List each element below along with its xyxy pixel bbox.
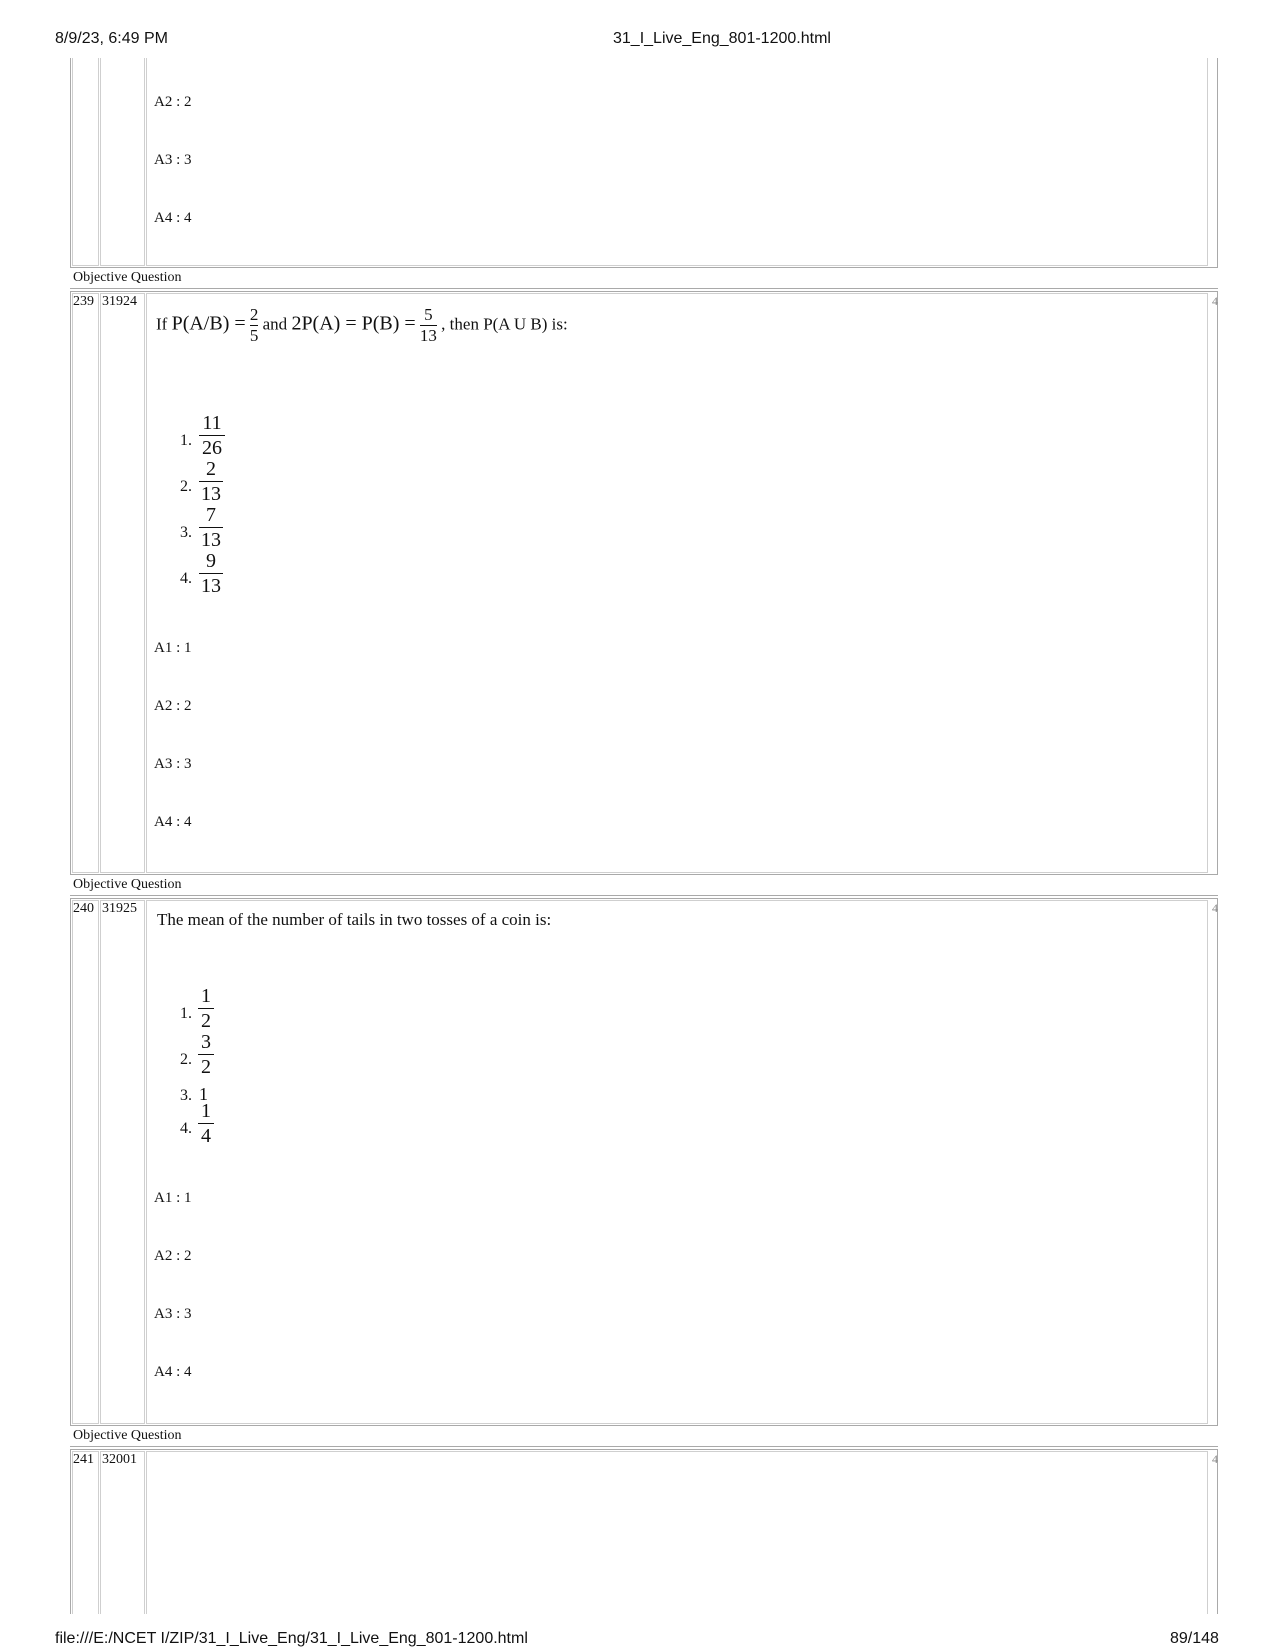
edge-mark: 4 [1212,1452,1218,1466]
choice-fraction: 3 2 [198,1031,214,1078]
print-page-number: 89/148 [1170,1630,1219,1647]
serial-number: 240 [73,901,94,916]
serial-number: 239 [73,294,94,309]
answer-option: A1 : 1 [154,1190,192,1206]
edge-mark: 4 [1212,294,1218,308]
qid-cell [100,900,145,1424]
section-label: Objective Question [73,1428,182,1443]
question-content-box [146,900,1208,1424]
sno-cell [72,1451,99,1614]
choice-number: 4. [180,1120,192,1137]
choice-number: 2. [180,478,192,495]
print-file-path: file:///E:/NCET I/ZIP/31_I_Live_Eng/31_I_Live_Eng_801-1200.html [55,1630,528,1647]
top-col-sno [72,58,99,266]
q-and: and [262,314,288,334]
edge-mark: 4 [1212,901,1218,915]
choice-fraction: 1 2 [198,985,214,1032]
question-content-box [146,293,1208,873]
choice-plain-value: 1 [199,1084,208,1104]
answer-option: A3 : 3 [154,152,192,168]
choice-fraction: 2 13 [201,458,221,505]
choice-number: 3. [180,1087,192,1104]
q-fraction-1: $\frac{2}{5}$ [249,305,259,345]
answer-option: A2 : 2 [154,698,192,714]
choice-number: 1. [180,432,192,449]
section-label: Objective Question [73,877,182,892]
choice-fraction: 7 13 [201,504,221,551]
sno-cell [72,900,99,1424]
answer-option: A3 : 3 [154,1306,192,1322]
qid-cell [100,1451,145,1614]
q-fraction-2: $\frac{5}{13}$ [419,305,437,345]
qid-cell [100,293,145,873]
answer-option: A4 : 4 [154,210,192,226]
q-then: , then P(A U B) is: [441,314,568,334]
top-content-box [146,58,1208,266]
label-divider [70,1446,1218,1448]
q-pab: P(A/B) = [171,312,246,335]
question-text: The mean of the number of tails in two tosses of a coin is: [157,910,552,929]
answer-option: A4 : 4 [154,814,192,830]
sno-cell [72,293,99,873]
q-pa: 2P(A) = P(B) = [291,312,416,335]
answer-option: A1 : 1 [154,640,192,656]
choice-number: 4. [180,570,192,587]
choice-number: 2. [180,1051,192,1068]
question-text [156,306,568,345]
choice-fraction: 9 13 [201,550,221,597]
choice-fraction: 1 4 [198,1100,214,1147]
choice-number: 3. [180,524,192,541]
top-col-qid [100,58,145,266]
question-id: 32001 [102,1452,137,1467]
label-divider [70,288,1218,290]
q-if: If [156,314,168,334]
question-content-box [146,1451,1208,1614]
choice-fraction: 11 26 [199,412,225,459]
choice-number: 1. [180,1005,192,1022]
question-id: 31925 [102,901,137,916]
answer-option: A4 : 4 [154,1364,192,1380]
serial-number: 241 [73,1452,94,1467]
answer-option: A3 : 3 [154,756,192,772]
label-divider [70,895,1218,897]
answer-option: A2 : 2 [154,1248,192,1264]
question-id: 31924 [102,294,137,309]
section-label: Objective Question [73,270,182,285]
print-title: 31_I_Live_Eng_801-1200.html [613,30,831,47]
print-datetime: 8/9/23, 6:49 PM [55,30,168,47]
answer-option: A2 : 2 [154,94,192,110]
